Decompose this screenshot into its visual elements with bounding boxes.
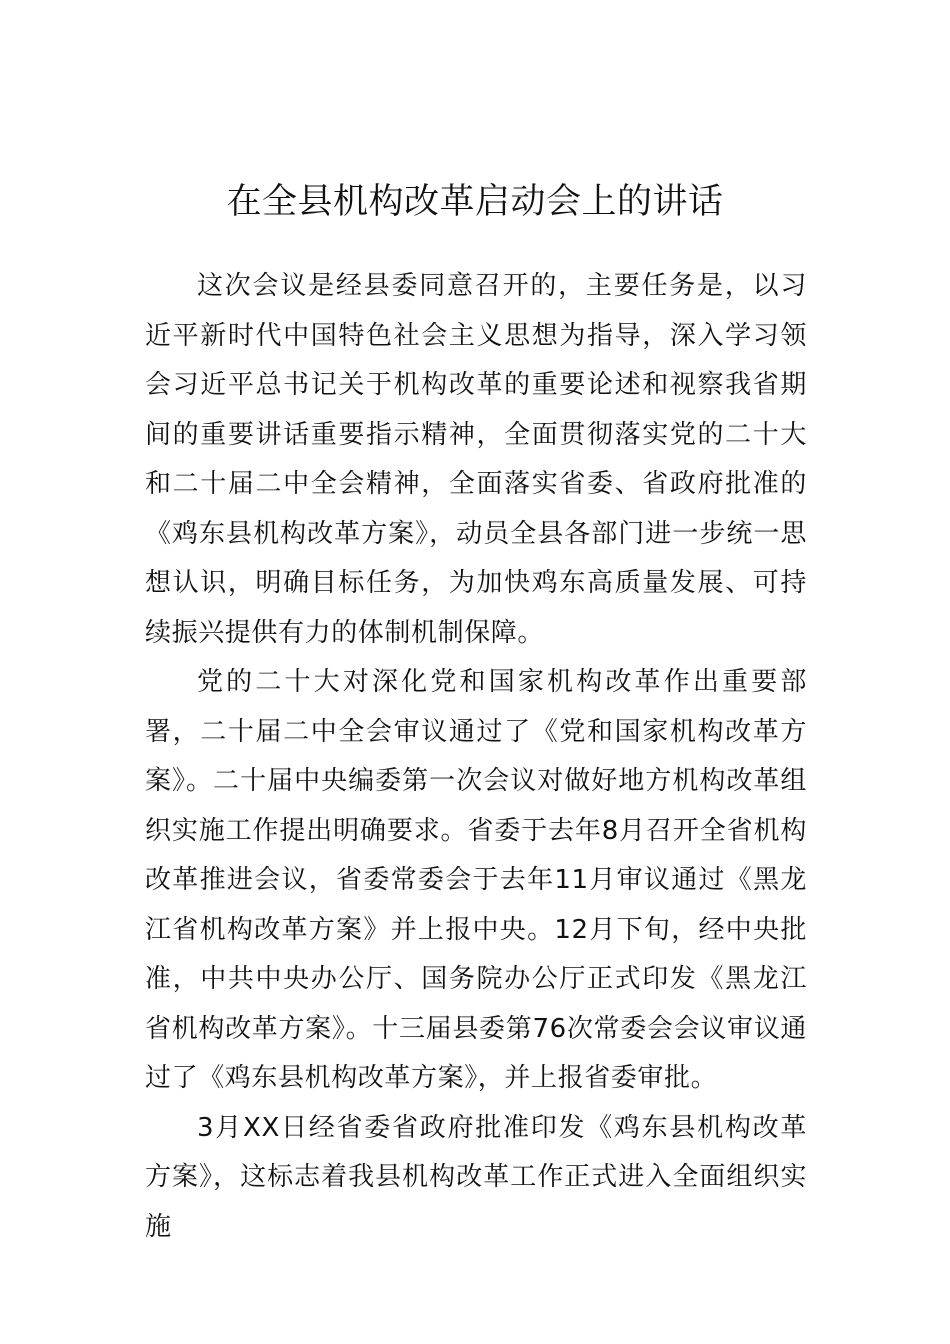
paragraph-2: 党的二十大对深化党和国家机构改革作出重要部署，二十届二中全会审议通过了《党和国家机构改革方案》。二十届中央编委第一次会议对做好地方机构改革组织实施工作提出明确要求。省委于去年8月召开全省机构改革推进会议，省委常委会于去年11月审议通过《黑龙江省机构改革方案》并上报中央。12月下旬，经中央批准，中共中央办公厅、国务院办公厅正式印发《黑龙江省机构改革方案》。十三届县委第76次常委会会议审议通过了《鸡东县机构改革方案》，并上报省委审批。	[145, 667, 807, 1093]
document-body	[145, 262, 807, 1252]
paragraph-1: 这次会议是经县委同意召开的，主要任务是，以习近平新时代中国特色社会主义思想为指导，深入学习领会习近平总书记关于机构改革的重要论述和视察我省期间的重要讲话重要指示精神，全面贯彻落实党的二十大和二十届二中全会精神，全面落实省委、省政府批准的《鸡东县机构改革方案》，动员全县各部门进一步统一思想认识，明确目标任务，为加快鸡东高质量发展、可持续振兴提供有力的体制机制保障。	[145, 271, 807, 648]
document-title: 在全县机构改革启动会上的讲话	[226, 182, 724, 222]
paragraph-3: 3月XX日经省委省政府批准印发《鸡东县机构改革方案》，这标志着我县机构改革工作正式进入全面组织实施	[145, 1112, 807, 1242]
